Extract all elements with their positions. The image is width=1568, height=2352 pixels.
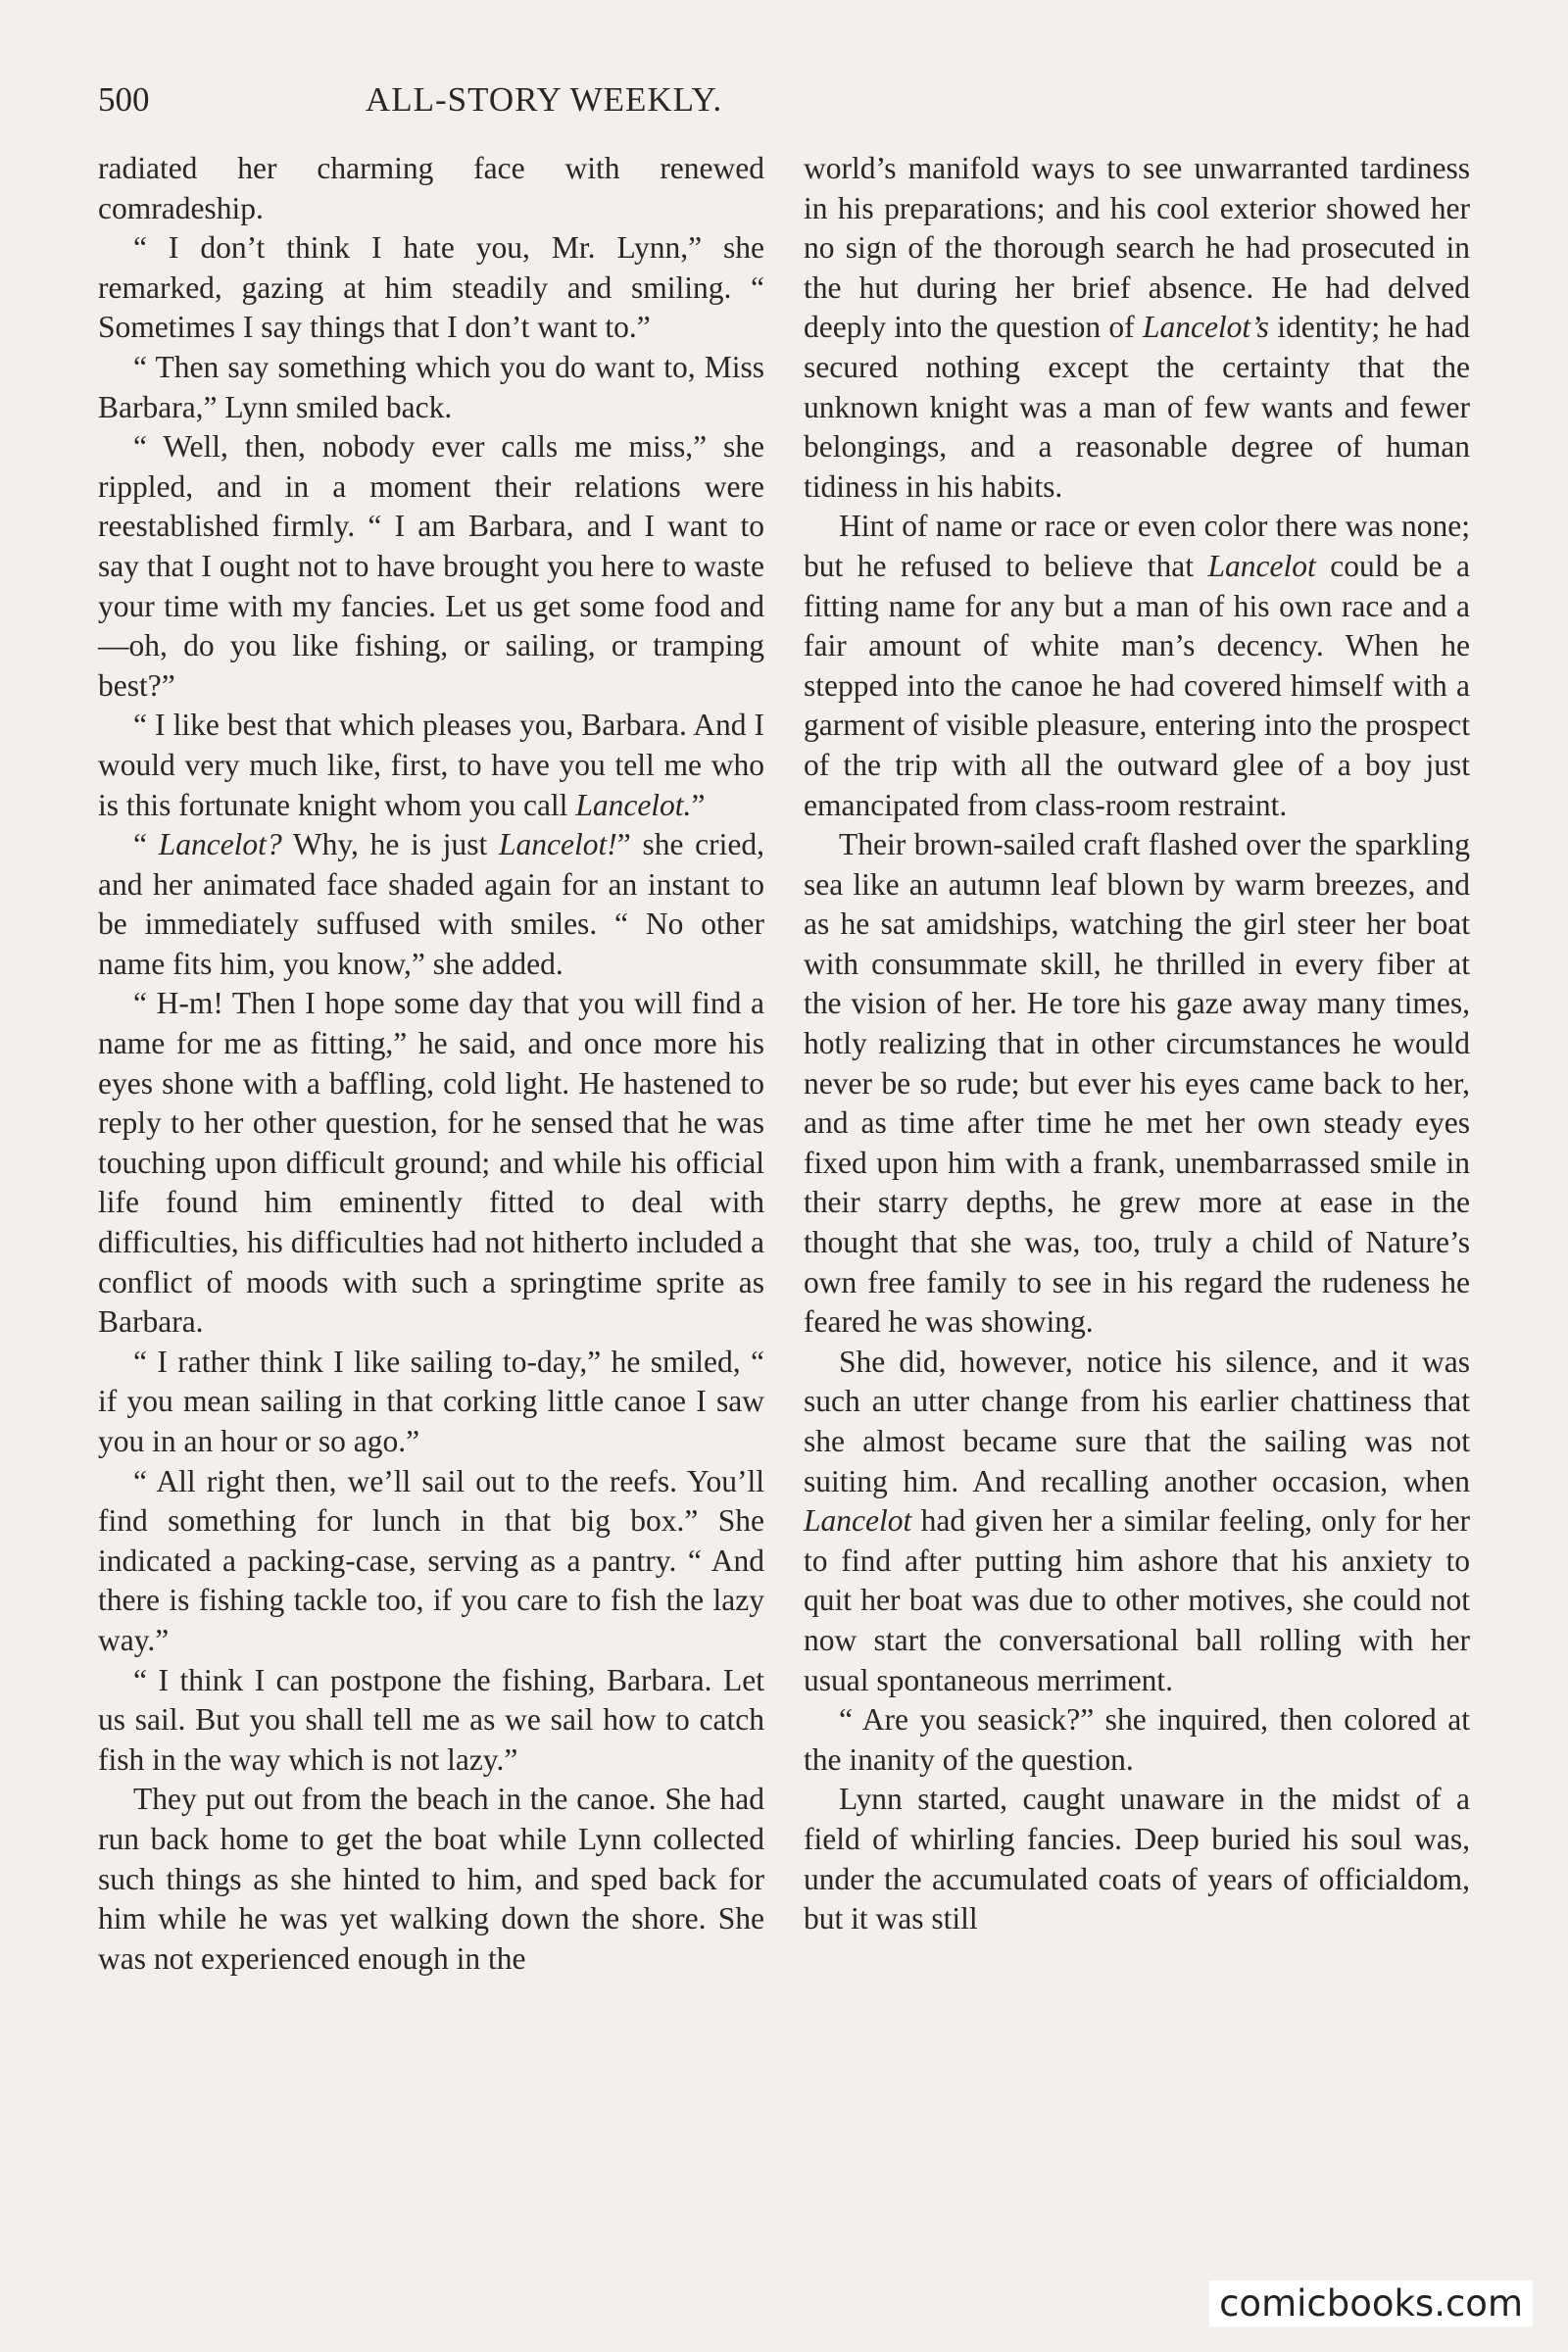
paragraph-text: identity; he had secured nothing except the certainty that the unknown knight was a man of few wants and fewer belongings, and a reasonable degree of human tidiness in his habits. bbox=[804, 310, 1471, 504]
paragraph bbox=[98, 706, 764, 825]
paragraph-text: had given her a similar feeling, only for her to find after putting him ashore that his anxiety to quit her boat was due to other motives, she could not now start the conversational ball rolling with her usual spontaneous merriment. bbox=[804, 1503, 1470, 1697]
paragraph-text: Their brown-sailed craft flashed over the sparkling sea like an autumn leaf blown by warm breezes, and as he sat amidships, watching the girl steer her boat with consummate skill, he thrilled in every fiber at the vision of her. He tore his gaze away many times, hotly realizing that in other circumstances he would never be so rude; but ever his eyes came back to her, and as time after time he met her own steady eyes fixed upon him with a frank, unembarrassed smile in their starry depths, he grew more at ease in the thought that she was, too, truly a child of Nature’s own free family to see in his regard the rudeness he feared he was showing. bbox=[804, 827, 1470, 1340]
paragraph bbox=[98, 1343, 764, 1462]
paragraph-text: Why, he is just bbox=[281, 827, 500, 862]
paragraph-text: ” she cried, and her animated face shaded again for an instant to be immediately suffused with smiles. “ No other name fits him, you know,” she added. bbox=[98, 827, 764, 981]
italic-text: Lancelot bbox=[1207, 548, 1316, 583]
paragraph bbox=[804, 1343, 1470, 1700]
paragraph bbox=[98, 825, 764, 984]
paragraph bbox=[98, 427, 764, 706]
paragraph-text: ” bbox=[691, 787, 706, 822]
paragraph-text: “ All right then, we’ll sail out to the reefs. You’ll find something for lunch in that big box.” She indicated a packing-case, serving as a pantry. “ And there is fishing tackle too, if you care to fish the lazy way.” bbox=[98, 1463, 764, 1657]
paragraph bbox=[804, 149, 1470, 507]
italic-text: Lancelot. bbox=[575, 787, 692, 822]
paragraph bbox=[98, 984, 764, 1342]
paragraph bbox=[98, 1462, 764, 1661]
paragraph bbox=[804, 1700, 1470, 1780]
paragraph-text: “ H-m! Then I hope some day that you will find a name for me as fitting,” he said, and once more his eyes shone with a baffling, cold light. He hastened to reply to her other question, for he sensed that he was touching upon difficult ground; and while his official life found him eminently fitted to deal with difficulties, his difficulties had not hitherto included a conflict of moods with such a springtime sprite as Barbara. bbox=[98, 986, 764, 1340]
paragraph-text: “ Then say something which you do want to, Miss Barbara,” Lynn smiled back. bbox=[98, 349, 764, 424]
italic-text: Lancelot bbox=[804, 1503, 912, 1539]
paragraph-text: She did, however, notice his silence, and it was such an utter change from his earlier chattiness that she almost became sure that the sailing was not suiting him. And recalling another occasion, when bbox=[804, 1344, 1470, 1498]
paragraph-text: “ I rather think I like sailing to-day,” he smiled, “ if you mean sailing in that corking little canoe I saw you in an hour or so ago.” bbox=[98, 1344, 764, 1458]
paragraph bbox=[98, 1780, 764, 1979]
italic-text: Lancelot? bbox=[158, 827, 282, 862]
paragraph bbox=[98, 149, 764, 228]
paragraph-text: world’s manifold ways to see unwarranted tardiness in his preparations; and his cool exterior showed her no sign of the thorough search he had prosecuted in the hut during her brief absence. He had delved deeply into the question of bbox=[804, 151, 1470, 345]
paragraph bbox=[804, 507, 1470, 825]
paragraph bbox=[98, 228, 764, 348]
watermark-logo: comicbooks.com bbox=[1209, 2280, 1533, 2327]
paragraph-text: “ Well, then, nobody ever calls me miss,” she rippled, and in a moment their relations were reestablished firmly. “ I am Barbara, and I want to say that I ought not to have brought you here to waste your time with my fancies. Let us get some food and—oh, do you like fishing, or sailing, or tramping best?” bbox=[98, 429, 764, 703]
paragraph bbox=[98, 348, 764, 427]
left-column bbox=[98, 149, 764, 1979]
page-header bbox=[98, 80, 990, 129]
paragraph bbox=[804, 825, 1470, 1343]
paragraph-text: Lynn started, caught unaware in the midst of a field of whirling fancies. Deep buried his soul was, under the accumulated coats of years of officialdom, but it was still bbox=[804, 1782, 1470, 1936]
paragraph-text: “ Are you seasick?” she inquired, then colored at the inanity of the question. bbox=[804, 1702, 1470, 1777]
paragraph-text: “ I like best that which pleases you, Barbara. And I would very much like, first, to have you tell me who is this fortunate knight whom you call bbox=[98, 708, 764, 822]
italic-text: Lancelot! bbox=[499, 827, 617, 862]
right-column bbox=[804, 149, 1470, 1939]
italic-text: Lancelot’s bbox=[1142, 310, 1269, 345]
paragraph bbox=[804, 1780, 1470, 1938]
paragraph-text: “ I think I can postpone the fishing, Barbara. Let us sail. But you shall tell me as we sail how to catch fish in the way which is not lazy.” bbox=[98, 1662, 764, 1777]
paragraph-text: Hint of name or race or even color there was none; but he refused to believe that bbox=[804, 509, 1470, 583]
paragraph-text: “ I don’t think I hate you, Mr. Lynn,” she remarked, gazing at him steadily and smiling. “ Sometimes I say things that I don’t want to.” bbox=[98, 230, 764, 345]
paragraph bbox=[98, 1661, 764, 1781]
running-title: ALL-STORY WEEKLY. bbox=[365, 80, 723, 119]
page-number: 500 bbox=[98, 80, 150, 119]
paragraph-text: could be a fitting name for any but a man of his own race and a fair amount of white man’s decency. When he stepped into the canoe he had covered himself with a garment of visible pleasure, entering into the prospect of the trip with all the outward glee of a boy just emancipated from class-room restraint. bbox=[804, 548, 1470, 822]
paragraph-text: radiated her charming face with renewed comradeship. bbox=[98, 151, 764, 225]
paragraph-text: “ bbox=[133, 827, 159, 862]
paragraph-text: They put out from the beach in the canoe. She had run back home to get the boat while Lynn collected such things as she hinted to him, and sped back for him while he was yet walking down the shore. She was not experienced enough in the bbox=[98, 1782, 764, 1976]
